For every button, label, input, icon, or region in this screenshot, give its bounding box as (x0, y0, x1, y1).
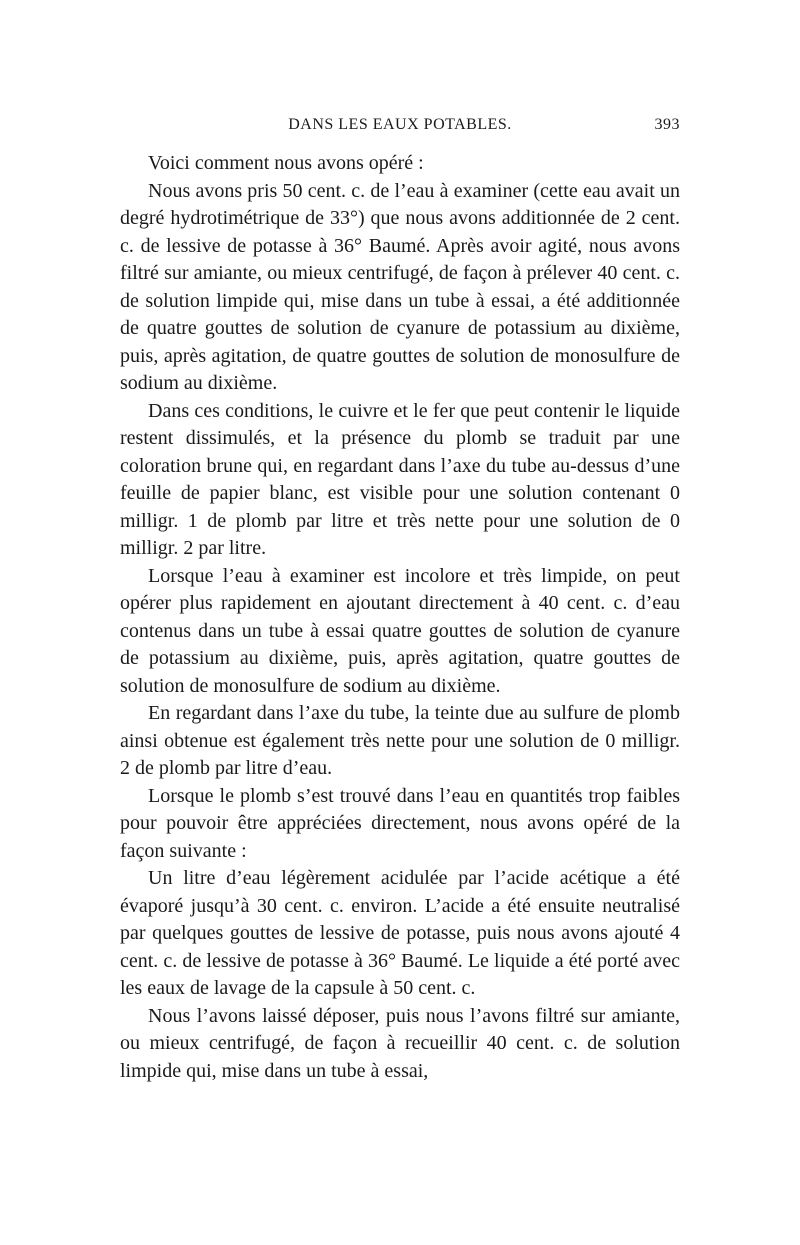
page-number: 393 (654, 116, 680, 133)
running-title: DANS LES EAUX POTABLES. (288, 116, 512, 133)
paragraph-rapid-method: Lorsque l’eau à examiner est incolore et très limpide, on peut opérer plus rapidement en ajoutant directement à 40 cent. c. d’eau contenus dans un tube à essai quatre gouttes de solution de cyanure de potassium au dixième, puis, après agitation, quatre gouttes de solution de monosulfure de sodium au dixième. (120, 564, 680, 697)
paragraph-filtration: Nous l’avons laissé déposer, puis nous l’avons filtré sur amiante, ou mieux centrifugé, de façon à recueillir 40 cent. c. de solution limpide qui, mise dans un tube à essai, (120, 1004, 680, 1082)
running-head (120, 116, 680, 140)
paragraph-intro: Voici comment nous avons opéré : (148, 152, 424, 174)
paragraph-observation: En regardant dans l’axe du tube, la teinte due au sulfure de plomb ainsi obtenue est également très nette pour une solution de 0 milligr. 2 de plomb par litre d’eau. (120, 702, 680, 779)
body-text (120, 150, 680, 1085)
paragraph-low-lead: Lorsque le plomb s’est trouvé dans l’eau en quantités trop faibles pour pouvoir être appréciées directement, nous avons opéré de la façon suivante : (120, 784, 680, 862)
paragraph-conditions: Dans ces conditions, le cuivre et le fer que peut contenir le liquide restent dissimulés, et la présence du plomb se traduit par une coloration brune qui, en regardant dans l’axe du tube au-dessus d’une feuille de papier blanc, est visible pour une solution contenant 0 milligr. 1 de plomb par litre et très nette pour une solution de 0 milligr. 2 par litre. (120, 399, 680, 559)
paragraph-evaporation: Un litre d’eau légèrement acidulée par l’acide acétique a été évaporé jusqu’à 30 cent. c. environ. L’acide a été ensuite neutralisé par quelques gouttes de lessive de potasse, puis nous avons ajouté 4 cent. c. de lessive de potasse à 36° Baumé. Le liquide a été porté avec les eaux de lavage de la capsule à 50 cent. c. (120, 867, 680, 999)
paragraph-method: Nous avons pris 50 cent. c. de l’eau à examiner (cette eau avait un degré hydrotimétrique de 33°) que nous avons additionnée de 2 cent. c. de lessive de potasse à 36° Baumé. Après avoir agité, nous avons filtré sur amiante, ou mieux centrifugé, de façon à prélever 40 cent. c. de solution limpide qui, mise dans un tube à essai, a été additionnée de quatre gouttes de solution de cyanure de potassium au dixième, puis, après agitation, de quatre gouttes de solution de monosulfure de sodium au dixième. (120, 179, 680, 394)
